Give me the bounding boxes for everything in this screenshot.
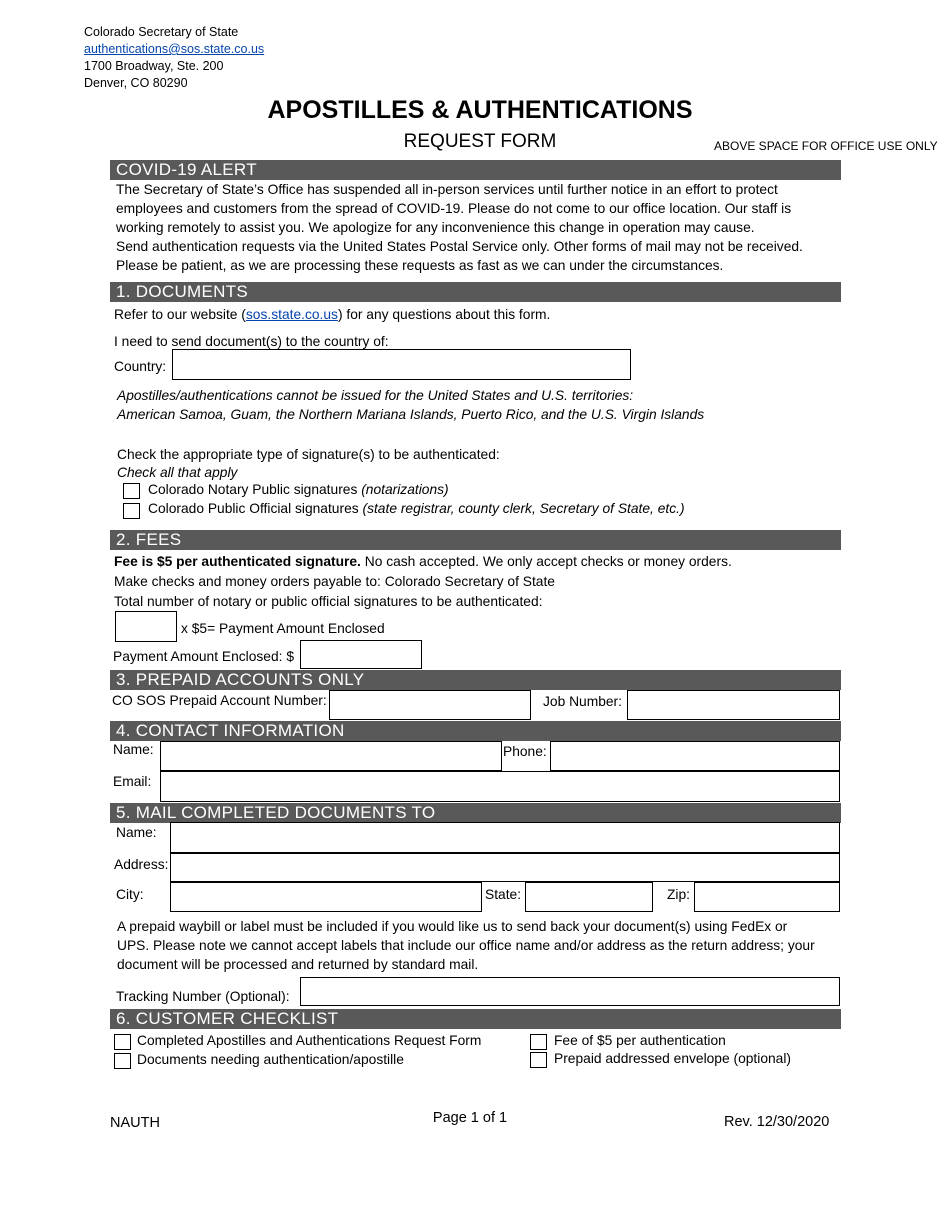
checklist-fee-checkbox[interactable] — [530, 1034, 547, 1050]
mail-state-input[interactable] — [525, 882, 653, 912]
territories-note-line: Apostilles/authentications cannot be issued for the United States and U.S. territories: — [117, 388, 634, 403]
country-input[interactable] — [172, 349, 631, 380]
notary-option-text: Colorado Notary Public signatures — [148, 482, 362, 497]
page-number: Page 1 of 1 — [432, 1110, 508, 1126]
office-city: Denver, CO 80290 — [84, 76, 188, 90]
tracking-number-label: Tracking Number (Optional): — [116, 989, 290, 1004]
office-name: Colorado Secretary of State — [84, 25, 239, 39]
section-documents-heading: 1. DOCUMENTS — [110, 282, 841, 302]
contact-phone-label: Phone: — [503, 744, 547, 759]
job-number-label: Job Number: — [543, 694, 622, 709]
contact-email-label: Email: — [113, 774, 152, 789]
contact-name-label: Name: — [113, 742, 154, 757]
checklist-form-label: Completed Apostilles and Authentications Request Form — [137, 1033, 482, 1048]
job-number-input[interactable] — [627, 690, 840, 720]
mail-address-input[interactable] — [170, 853, 840, 882]
public-official-checkbox[interactable] — [123, 503, 140, 519]
total-signatures-text: Total number of notary or public official signatures to be authenticated: — [114, 594, 543, 609]
covid-line: The Secretary of State’s Office has suspended all in-person services until further notice in an effort to protect — [116, 182, 778, 197]
checklist-documents-label: Documents needing authentication/apostille — [137, 1052, 404, 1067]
covid-line: Please be patient, as we are processing these requests as fast as we can under the circumstances. — [116, 258, 724, 273]
contact-email-input[interactable] — [160, 771, 840, 802]
section-covid-heading: COVID-19 ALERT — [110, 160, 841, 180]
territories-note — [117, 386, 704, 424]
mail-state-label: State: — [485, 887, 522, 902]
form-code: NAUTH — [110, 1115, 160, 1131]
waybill-note — [117, 917, 815, 974]
office-street: 1700 Broadway, Ste. 200 — [84, 59, 224, 73]
mail-zip-label: Zip: — [667, 887, 690, 902]
payment-amount-label: Payment Amount Enclosed: $ — [113, 649, 294, 664]
public-official-option-note: (state registrar, county clerk, Secretary of State, etc.) — [362, 501, 685, 516]
revision-date: Rev. 12/30/2020 — [724, 1114, 830, 1130]
page-subtitle: REQUEST FORM — [403, 131, 557, 152]
fee-amount-text: Fee is $5 per authenticated signature. — [114, 554, 361, 569]
check-all-text: Check all that apply — [117, 465, 238, 480]
public-official-option-text: Colorado Public Official signatures — [148, 501, 363, 516]
notary-checkbox[interactable] — [123, 483, 140, 499]
fee-payment-text: No cash accepted. We only accept checks or money orders. — [360, 554, 732, 569]
mail-name-input[interactable] — [170, 822, 840, 853]
mail-city-input[interactable] — [170, 882, 482, 912]
territories-note-line: American Samoa, Guam, the Northern Mariana Islands, Puerto Rico, and the U.S. Virgin Islands — [117, 407, 705, 422]
section-mail-heading: 5. MAIL COMPLETED DOCUMENTS TO — [110, 803, 841, 823]
section-checklist-heading: 6. CUSTOMER CHECKLIST — [110, 1009, 841, 1029]
multiplier-text: x $5= Payment Amount Enclosed — [181, 621, 385, 636]
checklist-envelope-label: Prepaid addressed envelope (optional) — [554, 1051, 792, 1066]
checklist-fee-label: Fee of $5 per authentication — [554, 1033, 726, 1048]
country-label: Country: — [114, 359, 167, 374]
fee-statement — [114, 552, 732, 571]
page-title: APOSTILLES & AUTHENTICATIONS — [267, 96, 693, 124]
checklist-envelope-checkbox[interactable] — [530, 1052, 547, 1068]
mail-address-label: Address: — [114, 857, 169, 872]
prepaid-account-label: CO SOS Prepaid Account Number: — [112, 693, 327, 708]
covid-alert-text — [116, 180, 803, 275]
section-contact-heading: 4. CONTACT INFORMATION — [110, 721, 841, 741]
payable-text: Make checks and money orders payable to: Colorado Secretary of State — [114, 574, 555, 589]
waybill-note-line: document will be processed and returned by standard mail. — [117, 957, 479, 972]
section-fees-heading: 2. FEES — [110, 530, 841, 550]
contact-phone-input[interactable] — [550, 741, 840, 771]
waybill-note-line: A prepaid waybill or label must be included if you would like us to send back your document(s) using FedEx or — [117, 919, 788, 934]
payment-amount-input[interactable] — [300, 640, 422, 669]
checklist-documents-checkbox[interactable] — [114, 1053, 131, 1069]
covid-line: employees and customers from the spread of COVID-19. Please do not come to our office location. Our staff is — [116, 201, 792, 216]
refer-text: ) for any questions about this form. — [337, 307, 551, 322]
office-email-link[interactable]: authentications@sos.state.co.us — [84, 42, 265, 56]
office-use-note: ABOVE SPACE FOR OFFICE USE ONLY — [714, 139, 938, 153]
waybill-note-line: UPS. Please note we cannot accept labels that include our office name and/or address as the return address; your — [117, 938, 815, 953]
refer-text: Refer to our website ( — [114, 307, 246, 322]
need-to-send-text: I need to send document(s) to the country of: — [114, 334, 389, 349]
checklist-form-checkbox[interactable] — [114, 1034, 131, 1050]
public-official-option-label — [148, 501, 685, 516]
covid-line: working remotely to assist you. We apologize for any inconvenience this change in operation may cause. — [116, 220, 755, 235]
website-link[interactable]: sos.state.co.us — [245, 307, 338, 322]
website-reference — [114, 305, 550, 324]
covid-line: Send authentication requests via the United States Postal Service only. Other forms of mail may not be received. — [116, 239, 803, 254]
notary-option-note: (notarizations) — [361, 482, 449, 497]
section-prepaid-heading: 3. PREPAID ACCOUNTS ONLY — [110, 670, 841, 690]
signature-count-input[interactable] — [115, 611, 177, 642]
contact-name-input[interactable] — [160, 741, 502, 771]
tracking-number-input[interactable] — [300, 977, 840, 1006]
mail-zip-input[interactable] — [694, 882, 840, 912]
mail-city-label: City: — [116, 887, 144, 902]
office-address — [84, 24, 264, 92]
prepaid-account-input[interactable] — [329, 690, 531, 720]
check-type-text: Check the appropriate type of signature(s) to be authenticated: — [117, 447, 500, 462]
notary-option-label — [148, 482, 449, 497]
mail-name-label: Name: — [116, 825, 157, 840]
